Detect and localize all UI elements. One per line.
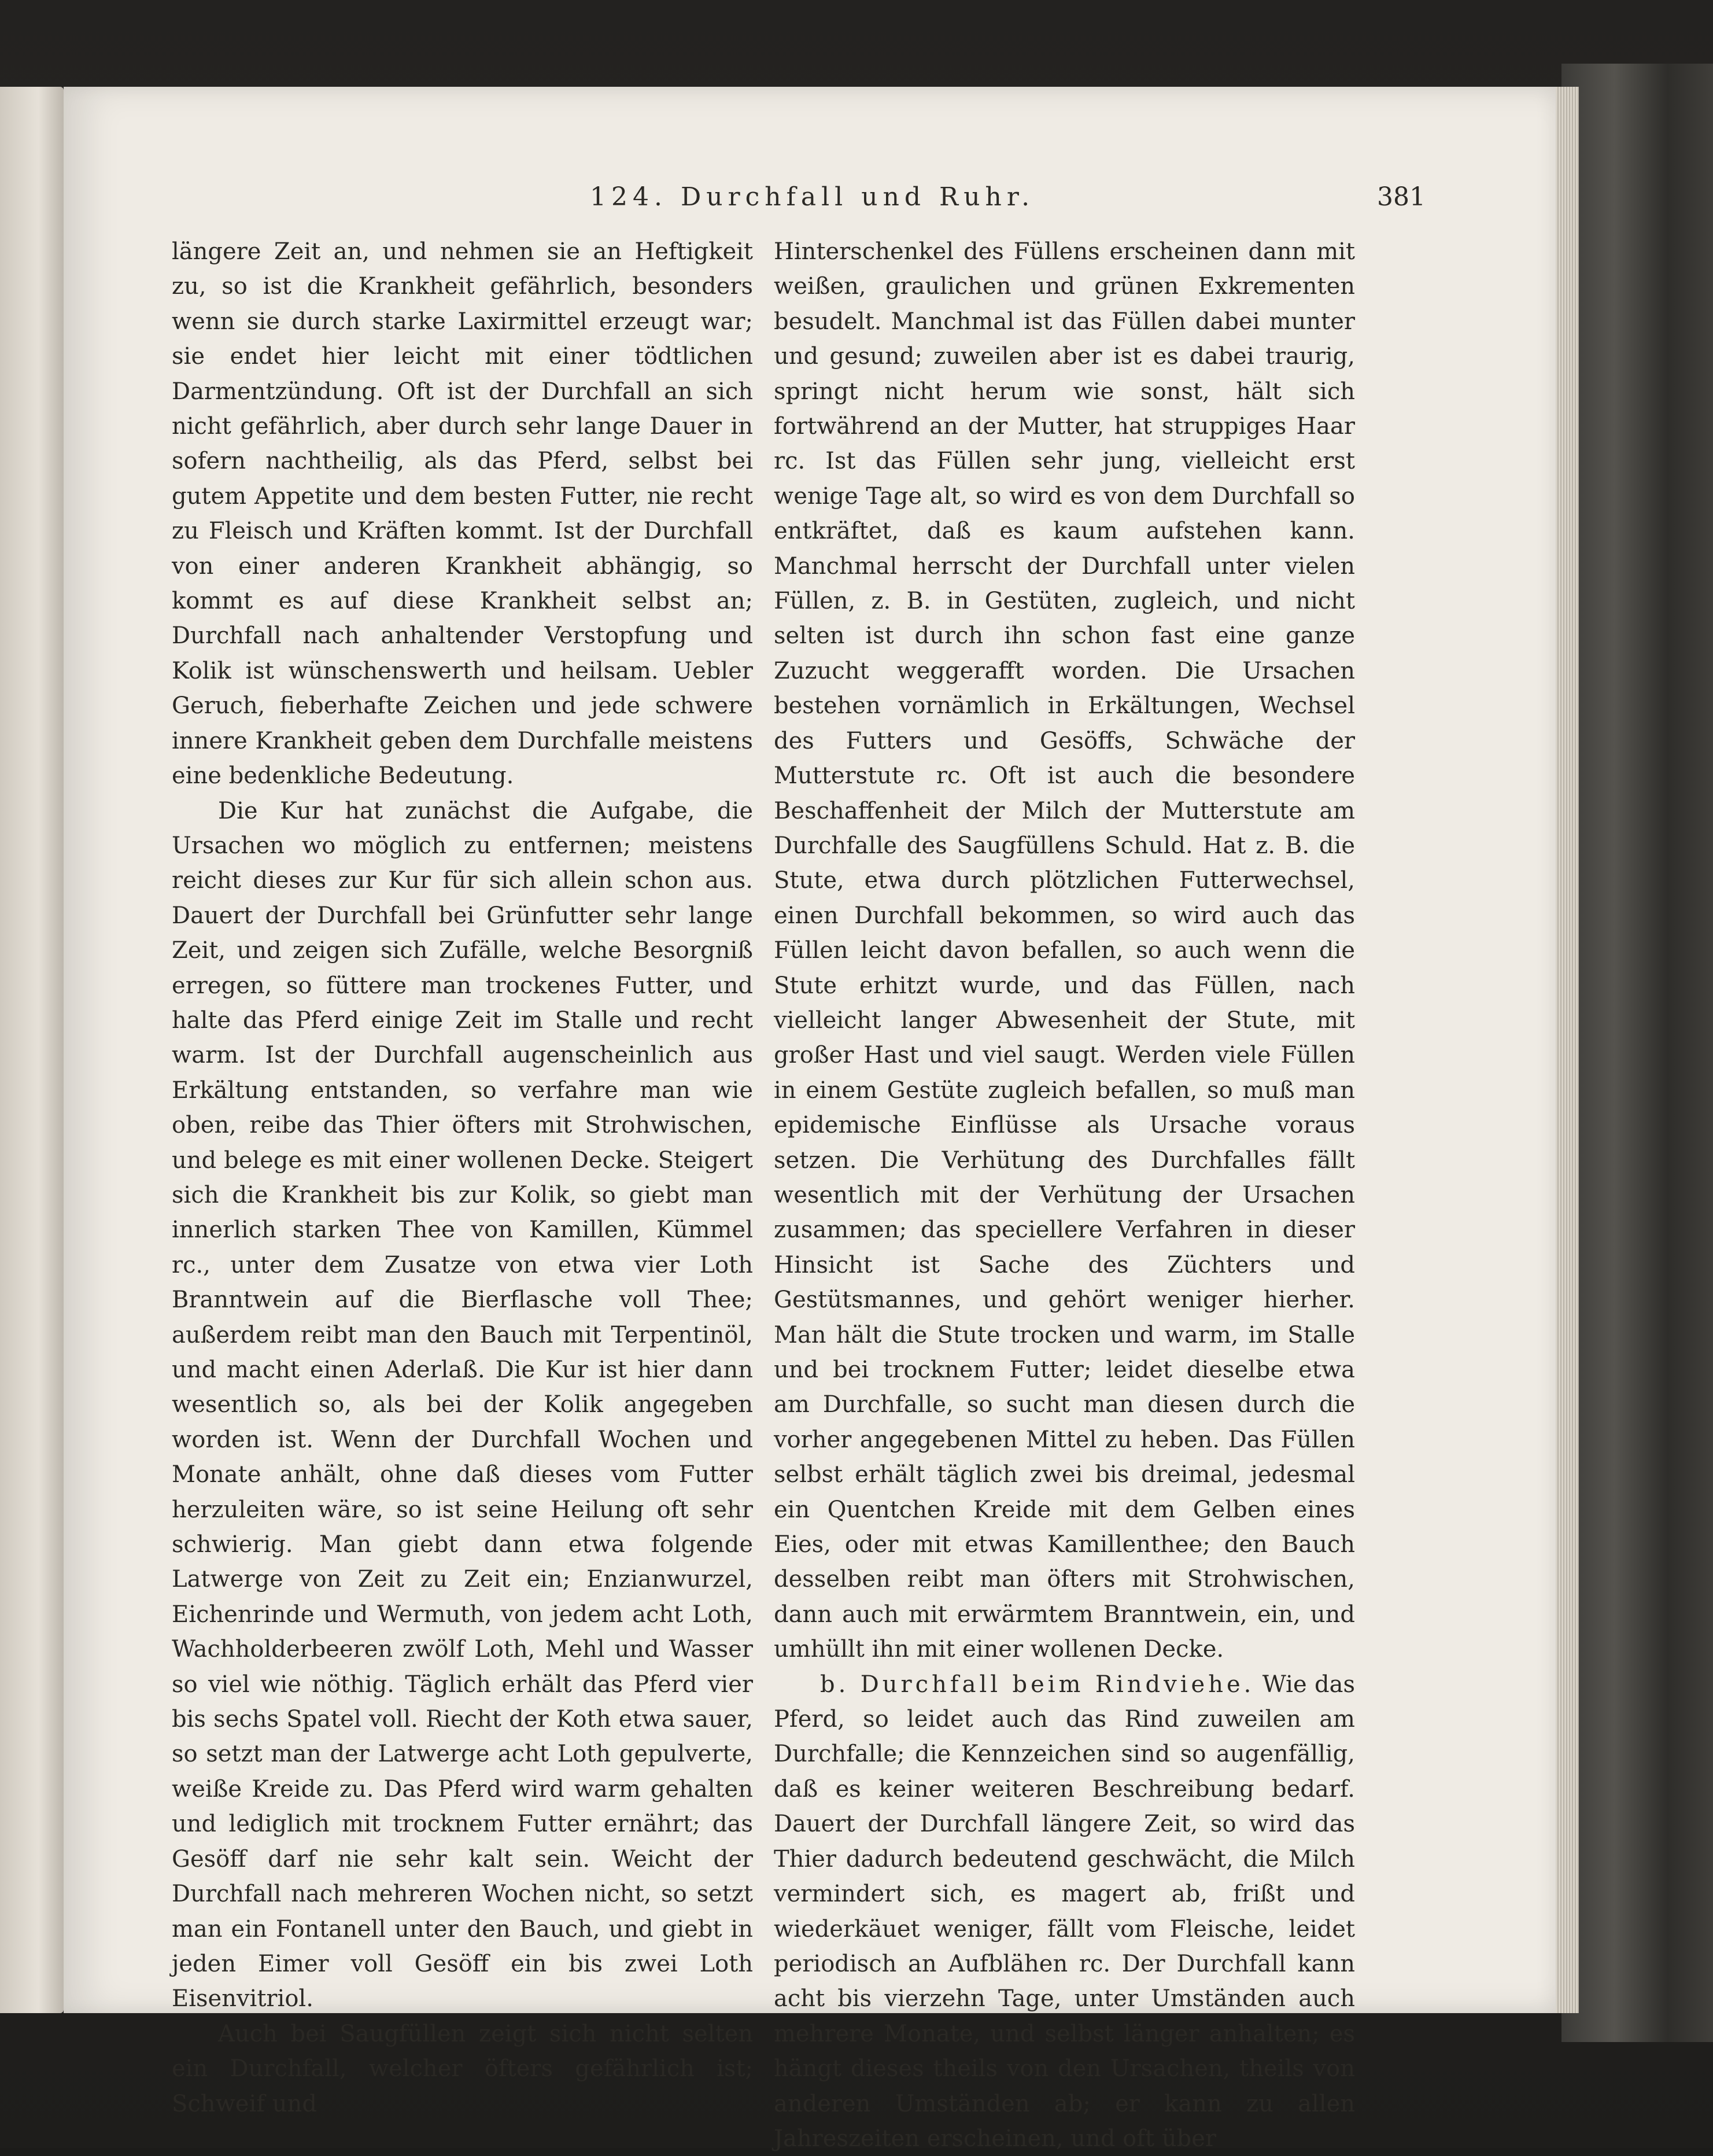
- book-cover-edge: [1561, 64, 1713, 2042]
- paragraph: [774, 1667, 1355, 2156]
- subheading: b. Durchfall beim Rindviehe.: [820, 1671, 1255, 1698]
- paragraph: Auch bei Saugfüllen zeigt sich nicht selten ein Durchfall, welcher öfters gefährlich ist; Schweif und: [172, 2020, 753, 2117]
- paragraph: längere Zeit an, und nehmen sie an Heftigkeit zu, so ist die Krankheit gefährlich, besonders wenn sie durch starke Laxirmittel erzeugt war; sie endet hier leicht mit einer tödtlichen Darmentzündung. Oft ist der Durchfall an sich nicht gefährlich, aber durch sehr lange Dauer in sofern nachtheilig, als das Pferd, selbst bei gutem Appetite und dem besten Futter, nie recht zu Fleisch und Kräften kommt. Ist der Durchfall von einer anderen Krankheit abhängig, so kommt es auf diese Krankheit selbst an; Durchfall nach anhaltender Verstopfung und Kolik ist wünschenswerth und heilsam. Uebler Geruch, fieberhafte Zeichen und jede schwere innere Krankheit geben dem Durchfalle meistens eine bedenkliche Bedeutung.: [172, 238, 753, 790]
- book-page: [64, 87, 1556, 2152]
- header-title: 124. Durchfall und Ruhr.: [590, 182, 1035, 212]
- page-stack-edge: [1556, 87, 1579, 2013]
- running-header: [64, 182, 1556, 217]
- paragraph: Hinterschenkel des Füllens erscheinen dann mit weißen, graulichen und grünen Exkrementen besudelt. Manchmal ist das Füllen dabei munter und gesund; zuweilen aber ist es dabei traurig, springt nicht herum wie sonst, hält sich fortwährend an der Mutter, hat struppiges Haar rc. Ist das Füllen sehr jung, vielleicht erst wenige Tage alt, so wird es von dem Durchfall so entkräftet, daß es kaum aufstehen kann. Manchmal herrscht der Durchfall unter vielen Füllen, z. B. in Gestüten, zugleich, und nicht selten ist durch ihn schon fast eine ganze Zuzucht weggerafft worden. Die Ursachen bestehen vornämlich in Erkältungen, Wechsel des Futters und Gesöffs, Schwäche der Mutterstute rc. Oft ist auch die besondere Beschaffenheit der Milch der Mutterstute am Durchfalle des Saugfüllens Schuld. Hat z. B. die Stute, etwa durch plötzlichen Futterwechsel, einen Durchfall bekommen, so wird auch das Füllen leicht davon befallen, so auch wenn die Stute erhitzt wurde, und das Füllen, nach vielleicht langer Abwesenheit der Stute, mit großer Hast und viel saugt. Werden viele Füllen in einem Gestüte zugleich befallen, so muß man epidemische Einflüsse als Ursache voraus setzen. Die Verhütung des Durchfalles fällt wesentlich mit der Verhütung der Ursachen zusammen; das speciellere Verfahren in dieser Hinsicht ist Sache des Züchters und Gestütsmannes, und gehört weniger hierher. Man hält die Stute trocken und warm, im Stalle und bei trocknem Futter; leidet dieselbe etwa am Durchfalle, so sucht man diesen durch die vorher angegebenen Mittel zu heben. Das Füllen selbst erhält täglich zwei bis dreimal, jedesmal ein Quentchen Kreide mit dem Gelben eines Eies, oder mit etwas Kamillenthee; den Bauch desselben reibt man öfters mit Strohwischen, dann auch mit erwärmtem Branntwein, ein, und umhüllt ihn mit einer wollenen Decke.: [774, 238, 1355, 1663]
- right-column: [774, 234, 1355, 2156]
- left-column: [172, 234, 753, 2121]
- paragraph: Die Kur hat zunächst die Aufgabe, die Ursachen wo möglich zu entfernen; meistens reicht dieses zur Kur für sich allein schon aus. Dauert der Durchfall bei Grünfutter sehr lange Zeit, und zeigen sich Zufälle, welche Besorgniß erregen, so füttere man trockenes Futter, und halte das Pferd einige Zeit im Stalle und recht warm. Ist der Durchfall augenscheinlich aus Erkältung entstanden, so verfahre man wie oben, reibe das Thier öfters mit Strohwischen, und belege es mit einer wollenen Decke. Steigert sich die Krankheit bis zur Kolik, so giebt man innerlich starken Thee von Kamillen, Kümmel rc., unter dem Zusatze von etwa vier Loth Branntwein auf die Bierflasche voll Thee; außerdem reibt man den Bauch mit Terpentinöl, und macht einen Aderlaß. Die Kur ist hier dann wesentlich so, als bei der Kolik angegeben worden ist. Wenn der Durchfall Wochen und Monate anhält, ohne daß dieses vom Futter herzuleiten wäre, so ist seine Heilung oft sehr schwierig. Man giebt dann etwa folgende Latwerge von Zeit zu Zeit ein; Enzianwurzel, Eichenrinde und Wermuth, von jedem acht Loth, Wachholderbeeren zwölf Loth, Mehl und Wasser so viel wie nöthig. Täglich erhält das Pferd vier bis sechs Spatel voll. Riecht der Koth etwa sauer, so setzt man der Latwerge acht Loth gepulverte, weiße Kreide zu. Das Pferd wird warm gehalten und lediglich mit trocknem Futter ernährt; das Gesöff darf nie sehr kalt sein. Weicht der Durchfall nach mehreren Wochen nicht, so setzt man ein Fontanell unter den Bauch, und giebt in jeden Eimer voll Gesöff ein bis zwei Loth Eisenvitriol.: [172, 797, 753, 2013]
- paragraph-text: Wie das Pferd, so leidet auch das Rind zuweilen am Durchfalle; die Kennzeichen sind so augenfällig, daß es keiner weiteren Beschreibung bedarf. Dauert der Durchfall längere Zeit, so wird das Thier dadurch bedeutend geschwächt, die Milch vermindert sich, es magert ab, frißt und wiederkäuet weniger, fällt vom Fleische, leidet periodisch an Aufblähen rc. Der Durchfall kann acht bis vierzehn Tage, unter Umständen auch mehrere Monate, und selbst länger anhalten; es hängt dieses theils von den Ursachen, theils von anderen Umständen ab; er kann zu allen Jahreszeiten erscheinen, und oft über: [774, 1671, 1355, 2152]
- left-page-edge: [0, 87, 64, 2013]
- page-number: 381: [1377, 182, 1426, 212]
